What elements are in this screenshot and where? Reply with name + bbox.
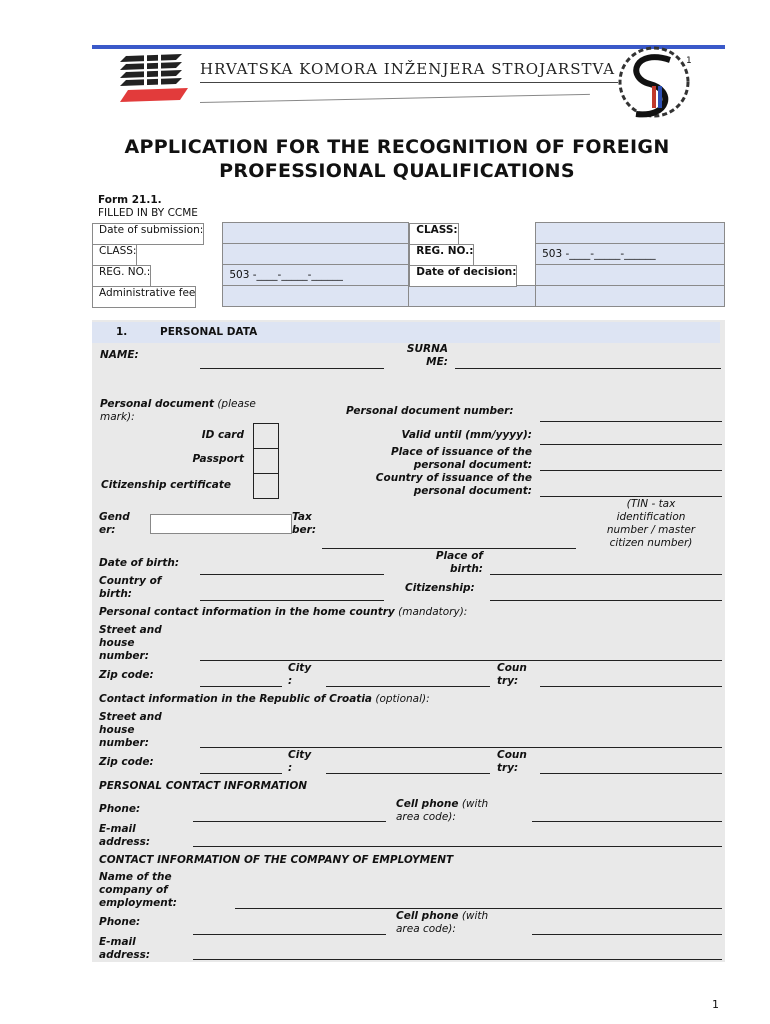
citizenship-certificate-checkbox[interactable] [253, 473, 279, 499]
surname-label [380, 343, 448, 369]
home-country-b: try: [497, 675, 519, 687]
surname-label-b: ME: [426, 356, 448, 368]
place-of-issuance-label [330, 446, 532, 472]
email-label [99, 823, 150, 849]
croatia-city-b: : [288, 762, 293, 774]
home-contact-heading-text: Personal contact information in the home country [99, 606, 395, 618]
home-city-field[interactable] [326, 686, 490, 687]
cell-phone-hint-b: area code): [396, 811, 456, 823]
home-city-label [288, 662, 311, 688]
class-label: CLASS: [409, 223, 458, 245]
croatia-country-b: try: [497, 762, 519, 774]
company-cell-phone-text: Cell phone [396, 910, 459, 922]
company-cell-phone-field[interactable] [532, 934, 722, 935]
country-of-birth-label [99, 575, 161, 601]
home-street-field[interactable] [200, 660, 722, 661]
place-of-issuance-b: personal document: [413, 459, 532, 471]
company-cell-hint-a: (with [461, 910, 489, 922]
citizenship-field[interactable] [490, 600, 722, 601]
date-of-decision-label: Date of decision: [409, 265, 517, 287]
place-of-birth-field[interactable] [490, 574, 722, 575]
chamber-seal-icon [614, 38, 694, 124]
passport-checkbox[interactable] [253, 448, 279, 474]
gender-label [99, 511, 130, 537]
company-email-field[interactable] [193, 959, 722, 960]
passport-label: Passport [192, 453, 244, 465]
place-of-issuance-field[interactable] [540, 470, 722, 471]
gender-select[interactable] [150, 514, 292, 534]
surname-field[interactable] [455, 368, 721, 369]
country-of-issuance-field[interactable] [540, 496, 722, 497]
company-phone-label: Phone: [99, 916, 141, 928]
gender-label-b: er: [99, 524, 116, 536]
tin-note-3: number / master [606, 524, 696, 536]
croatia-street-c: number: [99, 737, 149, 749]
home-country-a: Coun [497, 662, 527, 674]
cell-phone-field[interactable] [532, 821, 722, 822]
id-card-label: ID card [201, 429, 244, 441]
place-of-birth-label [400, 550, 483, 576]
home-street-label [99, 624, 162, 663]
croatia-street-label [99, 711, 162, 750]
personal-document-hint-2: mark): [100, 411, 135, 423]
country-of-issuance-label [330, 472, 532, 498]
phone-field[interactable] [193, 821, 386, 822]
class-field-2[interactable] [223, 244, 409, 265]
home-zip-field[interactable] [200, 686, 282, 687]
email-label-a: E-mail [99, 823, 136, 835]
home-zip-label: Zip code: [99, 669, 154, 681]
email-label-b: address: [99, 836, 151, 848]
gender-label-a: Gend [99, 511, 130, 523]
tax-number-label-a: Tax [292, 511, 312, 523]
tin-note-2: identification [616, 511, 686, 523]
personal-document-number-field[interactable] [540, 421, 722, 422]
date-of-decision-field[interactable] [536, 265, 725, 286]
company-name-a: Name of the [99, 871, 172, 883]
company-cell-hint-b: area code): [396, 923, 456, 935]
croatia-contact-heading-hint: (optional): [375, 693, 430, 705]
company-name-b: company of [99, 884, 168, 896]
tin-note-4: citizen number) [609, 537, 693, 549]
date-of-birth-label: Date of birth: [99, 557, 180, 569]
section-title: PERSONAL DATA [160, 326, 258, 338]
administrative-fee-extra-2[interactable] [536, 286, 725, 307]
personal-document-text: Personal document [100, 398, 214, 410]
home-contact-heading [99, 606, 467, 619]
form-number: Form 21.1. [98, 194, 162, 206]
valid-until-label: Valid until (mm/yyyy): [401, 429, 532, 441]
valid-until-field[interactable] [540, 444, 722, 445]
page-title-line2: PROFESSIONAL QUALIFICATIONS [219, 160, 575, 182]
home-city-a: City [288, 662, 312, 674]
company-name-field[interactable] [235, 908, 722, 909]
citizenship-certificate-label: Citizenship certificate [101, 479, 231, 491]
home-country-field[interactable] [540, 686, 722, 687]
personal-document-hint: (please [217, 398, 256, 410]
croatia-contact-heading [99, 693, 430, 706]
tax-number-field[interactable] [322, 548, 576, 549]
personal-document-label [100, 398, 256, 424]
tax-number-label [292, 511, 316, 537]
reg-no-label-2: REG. NO.: [92, 265, 151, 287]
section-number: 1. [116, 326, 128, 338]
tin-note-1: (TIN - tax [626, 498, 676, 510]
name-label: NAME: [100, 349, 139, 361]
phone-label: Phone: [99, 803, 141, 815]
company-contact-heading: CONTACT INFORMATION OF THE COMPANY OF EMPLOYMENT [99, 854, 454, 866]
croatia-contact-heading-text: Contact information in the Republic of Croatia [99, 693, 373, 705]
croatia-city-label [288, 749, 311, 775]
company-email-b: address: [99, 949, 151, 961]
home-street-c: number: [99, 650, 149, 662]
company-name-c: employment: [99, 897, 177, 909]
home-city-b: : [288, 675, 293, 687]
date-of-submission-label: Date of submission: [92, 223, 204, 245]
country-of-issuance-a: Country of issuance of the [375, 472, 532, 484]
tax-number-label-b: ber: [292, 524, 317, 536]
date-of-birth-field[interactable] [200, 574, 384, 575]
reg-no-field-2[interactable]: 503 -____-_____-______ [223, 265, 409, 286]
filled-by-note: FILLED IN BY CCME [98, 207, 198, 219]
page-title: APPLICATION FOR THE RECOGNITION OF FOREIGN [124, 136, 670, 158]
croatia-country-label [497, 749, 527, 775]
page-number: 1 [712, 998, 719, 1011]
tin-note [586, 498, 716, 550]
personal-document-number-label: Personal document number: [346, 405, 514, 417]
class-field[interactable] [536, 223, 725, 244]
croatia-country-a: Coun [497, 749, 527, 761]
administrative-fee-label: Administrative fee [92, 286, 196, 308]
croatia-city-a: City [288, 749, 312, 761]
administrative-fee-field[interactable] [223, 286, 409, 307]
croatia-city-field[interactable] [326, 773, 490, 774]
company-name-label [99, 871, 177, 910]
croatia-zip-field[interactable] [200, 773, 282, 774]
surname-label-a: SURNA [406, 343, 448, 355]
country-of-birth-b: birth: [99, 588, 132, 600]
cell-phone-label [396, 798, 488, 824]
cell-phone-hint-a: (with [461, 798, 489, 810]
company-phone-field[interactable] [193, 934, 386, 935]
country-of-issuance-b: personal document: [413, 485, 532, 497]
chamber-logo-stack-icon [118, 50, 190, 105]
country-of-birth-field[interactable] [200, 600, 384, 601]
home-street-b: house [99, 637, 135, 649]
place-of-birth-b: birth: [450, 563, 483, 575]
croatia-zip-label: Zip code: [99, 756, 154, 768]
corner-mark: 1 [686, 56, 692, 66]
administrative-fee-extra-1[interactable] [409, 286, 536, 307]
country-of-birth-a: Country of [99, 575, 162, 587]
id-card-checkbox[interactable] [253, 423, 279, 449]
chamber-name: HRVATSKA KOMORA INŽENJERA STROJARSTVA [200, 60, 616, 78]
submission-table [92, 222, 725, 307]
date-of-submission-field[interactable] [223, 223, 409, 244]
class-label-2: CLASS: [92, 244, 137, 266]
reg-no-label: REG. NO.: [409, 244, 474, 266]
home-contact-heading-hint: (mandatory): [398, 606, 468, 618]
home-street-a: Street and [99, 624, 162, 636]
place-of-birth-a: Place of [435, 550, 483, 562]
croatia-street-b: house [99, 724, 135, 736]
company-email-a: E-mail [99, 936, 136, 948]
email-field[interactable] [193, 846, 722, 847]
company-email-label [99, 936, 150, 962]
home-country-label [497, 662, 527, 688]
name-field[interactable] [200, 368, 384, 369]
company-cell-phone-label [396, 910, 488, 936]
personal-contact-heading: PERSONAL CONTACT INFORMATION [99, 780, 308, 792]
croatia-street-field[interactable] [200, 747, 722, 748]
place-of-issuance-a: Place of issuance of the [390, 446, 532, 458]
cell-phone-text: Cell phone [396, 798, 459, 810]
letterhead-underline [200, 82, 618, 83]
croatia-street-a: Street and [99, 711, 162, 723]
citizenship-label: Citizenship: [405, 582, 475, 594]
reg-no-field[interactable]: 503 -____-_____-______ [536, 244, 725, 265]
croatia-country-field[interactable] [540, 773, 722, 774]
